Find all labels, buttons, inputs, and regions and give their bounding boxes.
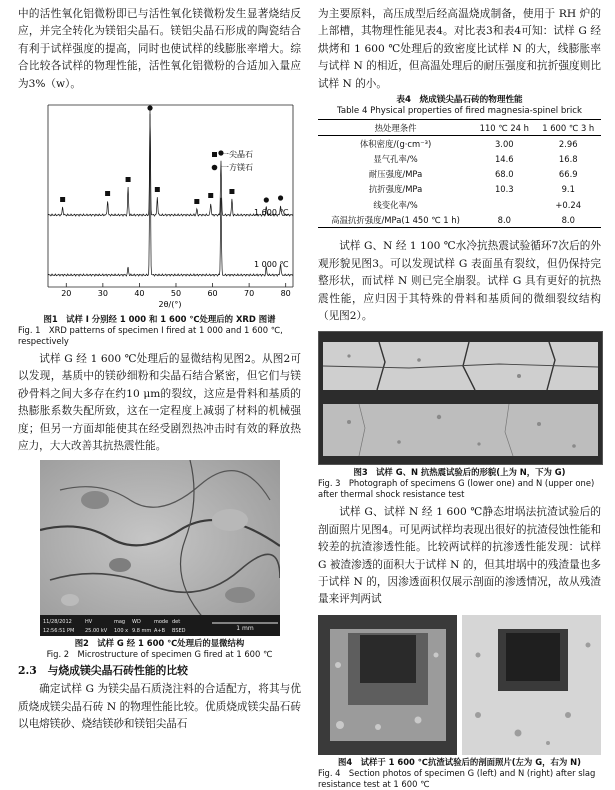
right-paragraph-2: 试样 G、N 经 1 100 ℃水冷抗热震试验循环7次后的外观形貌见图3。可以发现试样 G 表面虽有裂纹，但仍保持完整形状，而试样 N 则已完全崩裂。试样 G 具有更好的抗热震性能，应归因于其特殊的骨料和基质间的微细裂纹结构（见图2）。 <box>318 240 601 322</box>
figure-1-caption-zh: 图1 试样 I 分别经 1 000 和 1 600 ℃处理后的 XRD 图谱 <box>43 314 276 325</box>
table-cell: 68.0 <box>494 169 514 180</box>
figure-4-caption-zh: 图4 试样于 1 600 ℃抗渣试验后的剖面照片(左为 G，右为 N) <box>338 756 581 767</box>
x-axis-ticks <box>61 283 291 298</box>
sem-hv: 25.00 kV <box>85 628 108 635</box>
spinel-peak-marker <box>194 199 199 204</box>
table-cell: 3.00 <box>494 138 514 149</box>
figure-4-caption-en: Fig. 4 Section photos of specimen G (left) and N (right) after slag resistance test at 1 600 ℃ <box>318 767 596 789</box>
figure-3-thermal-shock-photo <box>318 331 601 500</box>
sem-mode-label: mode <box>154 619 169 626</box>
sem-time: 12:56:51 PM <box>43 628 75 635</box>
sem-mag-label: mag <box>114 619 126 626</box>
table-4-caption-zh: 表4 烧成镁尖晶石砖的物理性能 <box>396 95 523 106</box>
figure-2-caption <box>18 638 301 660</box>
table-row <box>318 197 601 212</box>
legend-periclase-label: 一方镁石 <box>221 163 253 173</box>
sem-micrograph <box>40 460 280 636</box>
table-4-caption <box>318 95 601 117</box>
table-header-cell: 热处理条件 <box>374 122 417 133</box>
xrd-chart <box>18 97 301 312</box>
table-cell: 8.0 <box>561 214 575 225</box>
figure-2-sem <box>18 460 301 660</box>
table-cell: 8.0 <box>497 214 511 225</box>
table-cell <box>473 197 535 212</box>
spinel-peak-marker <box>229 189 234 194</box>
table-cell: 9.1 <box>561 184 575 195</box>
table-header-row <box>318 120 601 136</box>
table-4 <box>318 119 601 228</box>
table-cell: 10.3 <box>494 184 514 195</box>
legend-spinel-marker <box>212 152 217 157</box>
table-cell: 抗折强度/MPa <box>368 184 423 195</box>
table-cell: 体积密度/(g·cm⁻³) <box>359 138 432 149</box>
trace-label-1000: 1 000 ℃ <box>254 260 289 270</box>
x-axis-label: 2θ/(°) <box>158 300 182 310</box>
right-paragraph-1: 为主要原料，高压成型后经高温烧成制备，使用于 RH 炉的上部槽，其物理性能见表4。对比表3和表4可知：试样 G 经烘烤和 1 600 ℃处理后的致密度比试样 N 的大，线膨胀率与试样 N 的相近，但高温处理后的耐压强度和抗折强度则比试样 N 的小。 <box>318 8 601 90</box>
x-tick-label: 80 <box>280 289 291 299</box>
table-row <box>318 182 601 197</box>
x-tick-label: 30 <box>97 289 108 299</box>
spinel-peak-marker <box>155 187 160 192</box>
left-paragraph-2: 试样 G 经 1 600 ℃处理后的显微结构见图2。从图2可以发现，基质中的镁砂细粉和尖晶石结合紧密，但它们与镁砂骨料之间大多存在约10 μm的裂纹，这应是骨料和基质的热膨胀系数失配所致，这在一定程度上减弱了材料的机械强度；但另一方面却能使其在经受剧烈热冲击时有效的释放热应力，大大改善其抗热震性能。 <box>18 353 301 453</box>
periclase-peak-marker <box>264 197 269 202</box>
right-paragraph-3: 试样 G、试样 N 经 1 600 ℃静态坩埚法抗渣试验后的剖面照片见图4。可见两试样均表现出很好的抗渣侵蚀性能和较差的抗渣渗透性能。比较两试样的抗渗透性能发现：试样 G 被渣渗透的面积大于试样 N 的，但其坩埚中的残渣量也多于试样 N 的，因渗透面积仅展示剖面的渗透情况，故从残渣量来评判两试 <box>318 506 601 606</box>
table-cell: 高温抗折强度/MPa(1 450 ℃ 1 h) <box>331 214 460 225</box>
figure-3-caption-zh: 图3 试样 G、N 抗热震试验后的形貌(上为 N，下为 G) <box>353 467 566 478</box>
table-cell: 14.6 <box>494 154 514 164</box>
table-header-cell: 1 600 ℃ 3 h <box>542 122 595 133</box>
right-column <box>318 6 601 790</box>
x-tick-label: 20 <box>61 289 72 299</box>
table-cell: 16.8 <box>558 154 578 164</box>
sem-wd-label: WD <box>132 619 141 626</box>
table-4-caption-en: Table 4 Physical properties of fired magnesia-spinel brick <box>337 106 582 117</box>
table-row <box>318 167 601 182</box>
table-cell: +0.24 <box>555 199 582 210</box>
figure-1-xrd <box>18 97 301 347</box>
xrd-trace-1600 <box>48 114 293 216</box>
figure-3-caption-en: Fig. 3 Photograph of specimens G (lower one) and N (upper one) after thermal shock resistance test <box>318 478 595 500</box>
figure-2-caption-zh: 图2 试样 G 经 1 600 ℃处理后的显微结构 <box>74 638 245 649</box>
table-cell: 显气孔率/% <box>373 154 418 164</box>
table-header-cell: 110 ℃ 24 h <box>479 122 529 133</box>
figure-2-caption-en: Fig. 2 Microstructure of specimen G fired at 1 600 ℃ <box>46 649 273 660</box>
xrd-trace-1000 <box>48 109 293 276</box>
legend-spinel-label: 一尖晶石 <box>221 150 253 160</box>
periclase-peak-marker <box>278 195 283 200</box>
table-row <box>318 136 601 152</box>
sem-det-label: det <box>172 619 181 626</box>
figure-1-caption-en: Fig. 1 XRD patterns of specimen I fired at 1 000 and 1 600 ℃, respectively <box>18 325 283 347</box>
figure-1-caption <box>18 314 301 347</box>
sem-mag: 100 x <box>114 628 129 635</box>
x-tick-label: 70 <box>244 289 255 299</box>
table-cell: 2.96 <box>558 138 578 149</box>
sem-date: 11/28/2012 <box>43 619 72 626</box>
figure-4-caption <box>318 757 601 790</box>
thermal-shock-photo <box>318 331 603 465</box>
x-tick-label: 60 <box>207 289 218 299</box>
sem-mode: A+B <box>154 628 166 635</box>
left-paragraph-1: 中的活性氧化铝微粉即已与活性氧化镁微粉发生显著烧结反应，并完全转化为镁铝尖晶石。镁铝尖晶石形成的陶瓷结合有利于试样强度的提高，同时也使试样的线膨胀率增大。综合比较各试样的物理性能，活性氧化铝微粉的合适加入量应为3%（w）。 <box>18 8 301 90</box>
sem-hv-label: HV <box>85 619 93 626</box>
legend-periclase-marker <box>212 165 218 171</box>
table-cell: 线变化率/% <box>373 199 418 210</box>
left-column <box>18 6 301 734</box>
sem-det: BSED <box>172 628 186 635</box>
x-tick-label: 50 <box>170 289 182 299</box>
figure-4-slag-section-photo <box>318 615 601 790</box>
left-paragraph-3: 确定试样 G 为镁尖晶石质浇注料的合适配方，将其与优质烧成镁尖晶石砖 N 的物理性能比较。优质烧成镁尖晶石砖以电熔镁砂、烧结镁砂和镁铝尖晶石 <box>18 683 301 731</box>
trace-label-1600: 1 600 ℃ <box>254 208 289 218</box>
sem-scale-label: 1 mm <box>236 625 254 633</box>
x-tick-label: 40 <box>134 289 145 299</box>
spinel-peak-marker <box>60 197 65 202</box>
section-heading-2-3: 2.3 与烧成镁尖晶石砖性能的比较 <box>18 664 188 678</box>
spinel-peak-marker <box>208 193 213 198</box>
slag-section-photo <box>318 615 601 755</box>
figure-3-caption <box>318 467 601 500</box>
sem-wd: 9.8 mm <box>132 628 152 635</box>
table-cell: 66.9 <box>558 169 578 180</box>
table-cell: 耐压强度/MPa <box>368 169 423 180</box>
table-row <box>318 212 601 228</box>
spinel-peak-marker <box>105 191 110 196</box>
table-row <box>318 151 601 166</box>
spinel-peak-marker <box>126 177 131 182</box>
periclase-peak-marker <box>147 105 152 110</box>
